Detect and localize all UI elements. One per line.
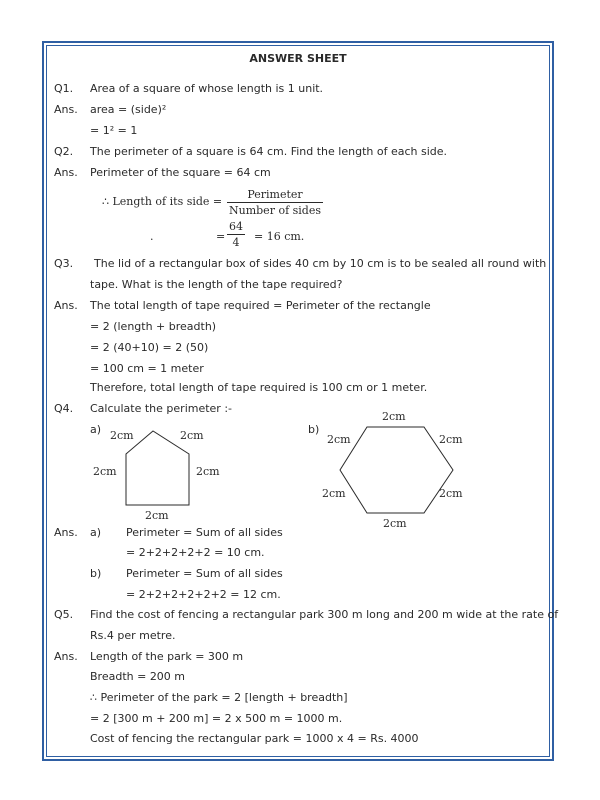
q4-label: Q4. (54, 402, 74, 415)
q1-answer-line: = 1² = 1 (90, 124, 138, 137)
q3-answer-line: Therefore, total length of tape required is 100 cm or 1 meter. (90, 381, 428, 394)
q2-fraction-1-denominator: Number of sides (229, 204, 321, 217)
q1-answer-line: area = (side)² (90, 103, 167, 116)
q2-equals: = (216, 230, 226, 243)
q2-answer-line: Perimeter of the square = 64 cm (90, 166, 271, 179)
q1-ans-label: Ans. (54, 103, 78, 116)
q4-answer-a-tag: a) (90, 526, 102, 539)
q2-side-label: ∴ Length of its side = (102, 195, 223, 208)
q3-answer-line: = 2 (40+10) = 2 (50) (90, 341, 209, 354)
q5-ans-label: Ans. (54, 650, 78, 663)
figure-a-side-label: 2cm (196, 465, 220, 478)
q3-label: Q3. (54, 257, 74, 270)
q5-question-line: Rs.4 per metre. (90, 629, 176, 642)
q5-answer-line: Breadth = 200 m (90, 670, 186, 683)
q5-answer-line: Length of the park = 300 m (90, 650, 244, 663)
figure-a-tag: a) (90, 423, 102, 436)
q3-answer-line: The total length of tape required = Perimeter of the rectangle (90, 299, 431, 312)
q5-answer-line: = 2 [300 m + 200 m] = 2 x 500 m = 1000 m. (90, 712, 343, 725)
q2-result: = 16 cm. (254, 230, 305, 243)
q4-answer-line: = 2+2+2+2+2 = 10 cm. (126, 546, 265, 559)
figure-b-side-label: 2cm (383, 517, 407, 530)
q4-answer-line: Perimeter = Sum of all sides (126, 526, 283, 539)
figure-b-tag: b) (308, 423, 320, 436)
q3-answer-line: = 2 (length + breadth) (90, 320, 217, 333)
q2-question: The perimeter of a square is 64 cm. Find the length of each side. (90, 145, 448, 158)
q2-fraction-1-numerator: Perimeter (247, 188, 303, 201)
q4-ans-label: Ans. (54, 526, 78, 539)
q3-ans-label: Ans. (54, 299, 78, 312)
figure-a-side-label: 2cm (93, 465, 117, 478)
q2-ans-label: Ans. (54, 166, 78, 179)
figure-a-side-label: 2cm (180, 429, 204, 442)
q1-question: Area of a square of whose length is 1 unit. (90, 82, 324, 95)
figure-b-side-label: 2cm (327, 433, 351, 446)
q2-fraction-2-denominator: 4 (232, 236, 240, 249)
q4-answer-b-tag: b) (90, 567, 102, 580)
q3-answer-line: = 100 cm = 1 meter (90, 362, 204, 375)
q5-answer-line: Cost of fencing the rectangular park = 1000 x 4 = Rs. 4000 (90, 732, 419, 745)
q2-label: Q2. (54, 145, 74, 158)
figure-b-side-label: 2cm (439, 487, 463, 500)
figure-b-side-label: 2cm (382, 410, 406, 423)
q4-answer-line: = 2+2+2+2+2+2 = 12 cm. (126, 588, 281, 601)
figure-b-side-label: 2cm (322, 487, 346, 500)
q5-label: Q5. (54, 608, 74, 621)
q1-label: Q1. (54, 82, 74, 95)
q5-question-line: Find the cost of fencing a rectangular park 300 m long and 200 m wide at the rate of (90, 608, 559, 621)
q5-answer-line: ∴ Perimeter of the park = 2 [length + breadth] (90, 691, 348, 704)
q3-question-line: The lid of a rectangular box of sides 40 cm by 10 cm is to be sealed all round with (94, 257, 547, 270)
figure-b-side-label: 2cm (439, 433, 463, 446)
q3-question-line: tape. What is the length of the tape required? (90, 278, 343, 291)
figure-a-side-label: 2cm (145, 509, 169, 522)
figure-a-side-label: 2cm (110, 429, 134, 442)
q4-answer-line: Perimeter = Sum of all sides (126, 567, 283, 580)
q4-question: Calculate the perimeter :- (90, 402, 233, 415)
q2-fraction-2-numerator: 64 (229, 220, 243, 233)
page-title: ANSWER SHEET (249, 52, 347, 65)
q2-dot: . (150, 230, 154, 243)
